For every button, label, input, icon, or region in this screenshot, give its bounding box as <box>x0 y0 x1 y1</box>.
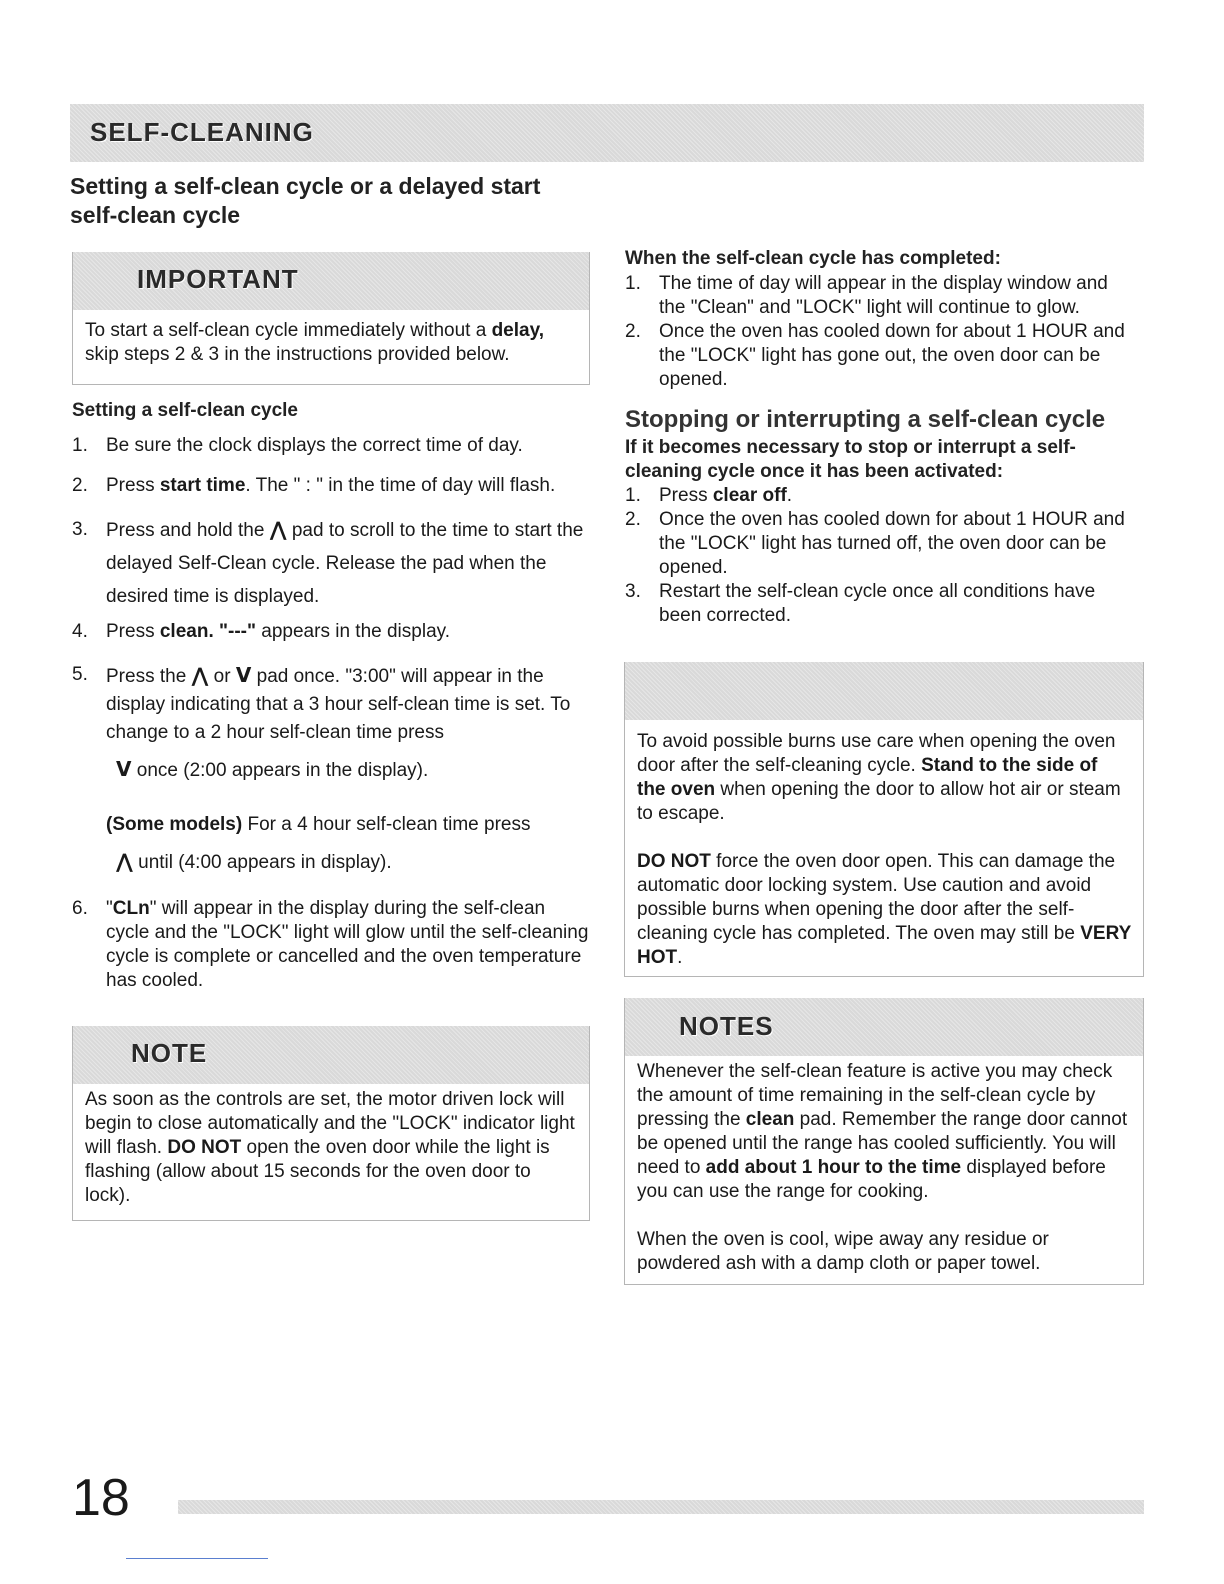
completed-heading: When the self-clean cycle has completed: <box>625 248 1001 269</box>
footer-band <box>178 1500 1144 1514</box>
list-item: 2. Press start time. The " : " in the time of day will flash. <box>72 475 556 496</box>
step-sub-line: (Some models) For a 4 hour self-clean time press <box>106 814 531 835</box>
list-item: 1. Press clear off. <box>625 485 793 506</box>
section-header-band <box>70 104 1144 162</box>
list-item: 1. The time of day will appear in the display window and the "Clean" and "LOCK" light will continue to glow. <box>625 273 1108 318</box>
note-box <box>72 1026 590 1221</box>
page-number: 18 <box>72 1469 130 1527</box>
caution-box <box>624 662 1144 977</box>
down-arrow-icon: V <box>116 757 132 781</box>
footer-rule <box>126 1558 268 1559</box>
stopping-title: Stopping or interrupting a self-clean cycle <box>625 406 1106 433</box>
list-item: 3. Restart the self-clean cycle once all conditions have been corrected. <box>625 581 1096 626</box>
list-item: 6. "CLn" will appear in the display during the self-clean cycle and the "LOCK" light will glow until the self-cleaning cycle is complete or cancelled and the oven temperature has cooled. <box>72 898 589 991</box>
up-arrow-icon: ⋀ <box>269 517 287 541</box>
up-arrow-icon: ⋀ <box>191 663 209 687</box>
stopping-steps <box>623 484 1133 628</box>
step-sub-line: V once (2:00 appears in the display). <box>116 757 429 781</box>
setting-steps <box>70 433 590 993</box>
down-arrow-icon: V <box>235 663 252 687</box>
completed-steps <box>623 272 1133 392</box>
list-item: 4. Press clean. "---" appears in the display. <box>72 621 451 642</box>
list-item: 2. Once the oven has cooled down for about 1 HOUR and the "LOCK" light has gone out, the oven door can be opened. <box>625 321 1125 390</box>
section-header-title: SELF-CLEANING <box>90 117 314 147</box>
list-item: 3. Press and hold the ⋀ pad to scroll to the time to start the delayed Self-Clean cycle. Release the pad when the desired time is displayed. <box>72 517 584 607</box>
important-header <box>73 252 589 310</box>
notes-header <box>625 998 1143 1056</box>
caution-header <box>625 662 1143 720</box>
note-header <box>73 1026 589 1084</box>
important-box <box>72 252 590 385</box>
step-sub-line: ⋀ until (4:00 appears in display). <box>116 849 392 873</box>
page-title: Setting a self-clean cycle or a delayed start self-clean cycle <box>70 173 541 228</box>
important-label: IMPORTANT <box>137 264 299 294</box>
note-text: As soon as the controls are set, the motor driven lock will begin to close automatically and the "LOCK" indicator light will flash. DO NOT open the oven door while the light is flashing (allow about 15 seconds for the oven door to lock). <box>85 1089 575 1206</box>
notes-text-1: Whenever the self-clean feature is active you may check the amount of time remaining in the self-clean cycle by pressing the clean pad. Remember the range door cannot be opened until the range has cooled sufficiently. You will need to add about 1 hour to the time displayed before you can use the range for cooking. <box>637 1061 1128 1202</box>
notes-label: NOTES <box>679 1011 774 1041</box>
caution-text-1: To avoid possible burns use care when opening the oven door after the self-cleaning cycle. Stand to the side of the oven when opening the door to allow hot air or steam to escape. <box>637 731 1121 824</box>
list-item: 5. Press the ⋀ or V pad once. "3:00" will appear in the display indicating that a 3 hour self-clean time is set. To change to a 2 hour self-clean time press V once (2:00 appears in the display). (Some models) For a 4 hour self-clean time press ⋀ until (4:00 appears in display). <box>70 661 590 877</box>
notes-box <box>624 998 1144 1285</box>
notes-text-2: When the oven is cool, wipe away any residue or powdered ash with a damp cloth or paper towel. <box>637 1229 1049 1274</box>
list-item: 1. Be sure the clock displays the correct time of day. <box>72 435 523 456</box>
stopping-subheading: If it becomes necessary to stop or interrupt a self-cleaning cycle once it has been activated: <box>625 437 1076 482</box>
setting-heading: Setting a self-clean cycle <box>72 400 298 421</box>
caution-text-2: DO NOT force the oven door open. This can damage the automatic door locking system. Use caution and avoid possible burns when opening the door after the self-cleaning cycle has completed. The oven may still be VERY HOT. <box>637 851 1131 968</box>
up-arrow-icon: ⋀ <box>116 849 133 873</box>
important-text: To start a self-clean cycle immediately without a delay, skip steps 2 & 3 in the instructions provided below. <box>85 320 545 365</box>
note-label: NOTE <box>131 1038 208 1068</box>
list-item: 2. Once the oven has cooled down for about 1 HOUR and the "LOCK" light has turned off, the oven door can be opened. <box>625 509 1125 578</box>
